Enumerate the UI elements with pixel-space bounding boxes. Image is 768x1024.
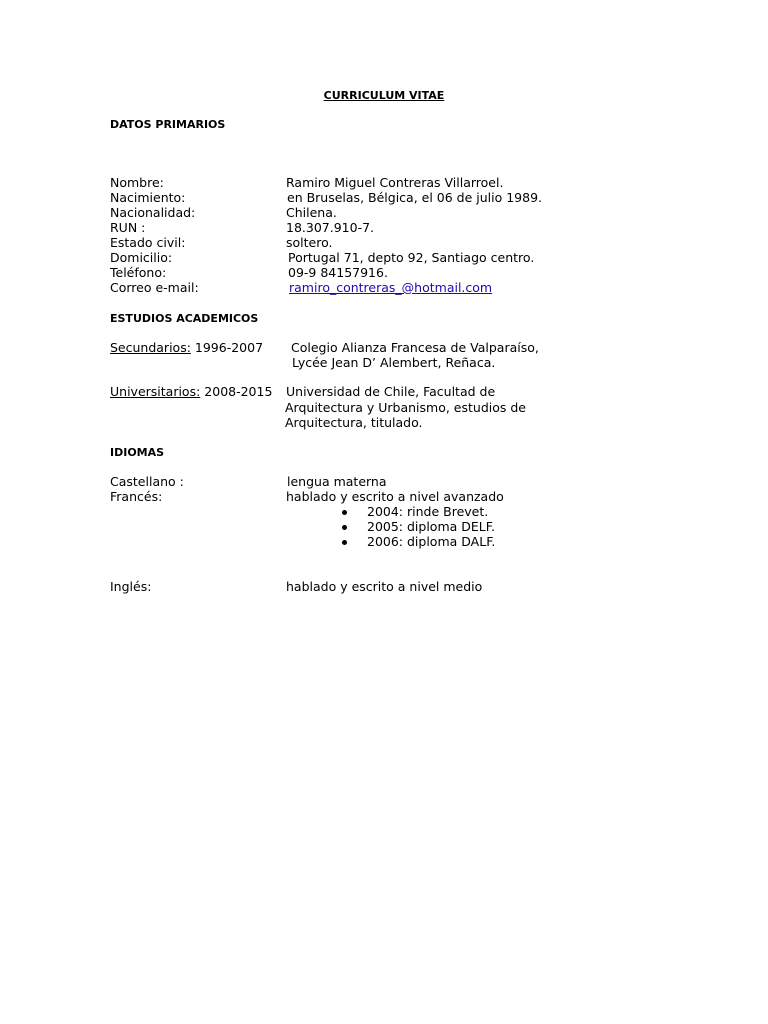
label-nacionalidad: Nacionalidad: <box>110 205 196 220</box>
value-nombre: Ramiro Miguel Contreras Villarroel. <box>286 175 504 190</box>
document-title: CURRICULUM VITAE <box>323 89 445 102</box>
label-estado-civil: Estado civil: <box>110 235 186 250</box>
email-link[interactable]: ramiro_contreras_@hotmail.com <box>289 280 493 295</box>
universitarios-line-3: Arquitectura, titulado. <box>285 415 423 430</box>
secundarios-line-2: Lycée Jean D’ Alembert, Reñaca. <box>292 355 496 370</box>
value-frances: hablado y escrito a nivel avanzado <box>286 489 504 504</box>
label-castellano: Castellano : <box>110 474 184 489</box>
label-domicilio: Domicilio: <box>110 250 173 265</box>
frances-item-3: 2006: diploma DALF. <box>367 534 496 549</box>
secundarios-line-1: Colegio Alianza Francesa de Valparaíso, <box>291 340 539 355</box>
frances-item-2: 2005: diploma DELF. <box>367 519 495 534</box>
bullet-icon <box>342 510 347 515</box>
secundarios-label-line <box>110 340 263 355</box>
value-nacionalidad: Chilena. <box>286 205 337 220</box>
value-estado-civil: soltero. <box>286 235 333 250</box>
bullet-icon <box>342 540 347 545</box>
universitarios-line-2: Arquitectura y Urbanismo, estudios de <box>285 400 526 415</box>
frances-item-1: 2004: rinde Brevet. <box>367 504 489 519</box>
value-ingles: hablado y escrito a nivel medio <box>286 579 483 594</box>
universitarios-line-1: Universidad de Chile, Facultad de <box>286 384 496 399</box>
universitarios-label-line <box>110 384 272 399</box>
section-heading-idiomas: IDIOMAS <box>110 446 165 459</box>
value-castellano: lengua materna <box>287 474 387 489</box>
label-ingles: Inglés: <box>110 579 152 594</box>
value-domicilio: Portugal 71, depto 92, Santiago centro. <box>288 250 535 265</box>
bullet-icon <box>342 525 347 530</box>
label-telefono: Teléfono: <box>110 265 167 280</box>
value-nacimiento: en Bruselas, Bélgica, el 06 de julio 1989. <box>287 190 543 205</box>
value-telefono: 09-9 84157916. <box>288 265 388 280</box>
section-heading-datos: DATOS PRIMARIOS <box>110 118 226 131</box>
universitarios-label: Universitarios: <box>110 384 201 399</box>
secundarios-years: 1996-2007 <box>190 340 264 355</box>
section-heading-estudios: ESTUDIOS ACADEMICOS <box>110 312 259 325</box>
label-correo: Correo e-mail: <box>110 280 199 295</box>
label-run: RUN : <box>110 220 146 235</box>
universitarios-years: 2008-2015 <box>200 384 273 399</box>
label-frances: Francés: <box>110 489 163 504</box>
secundarios-label: Secundarios: <box>110 340 191 355</box>
value-run: 18.307.910-7. <box>286 220 375 235</box>
label-nacimiento: Nacimiento: <box>110 190 186 205</box>
label-nombre: Nombre: <box>110 175 164 190</box>
